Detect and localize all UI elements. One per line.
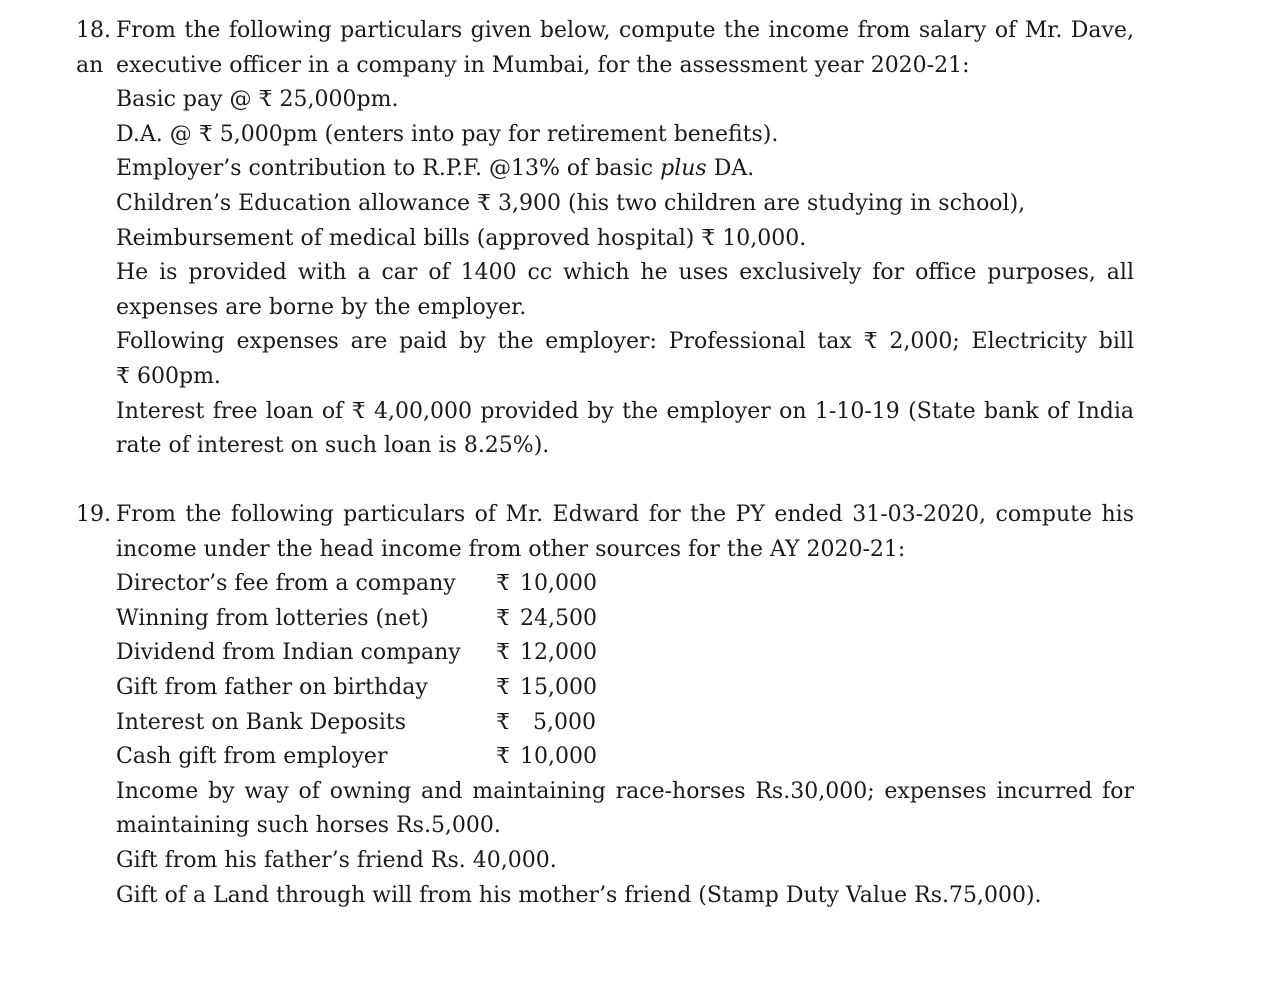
da-line: D.A. @ ₹ 5,000pm (enters into pay for retirement benefits). <box>116 121 779 147</box>
rpf-line: Employer’s contribution to R.P.F. @13% of basic plus DA. <box>116 156 755 182</box>
rupee-symbol: ₹ <box>496 744 510 770</box>
income-items-list <box>116 567 1134 775</box>
rupee-symbol: ₹ <box>496 605 510 631</box>
item-label: Dividend from Indian company <box>116 640 461 666</box>
item-amount: 24,500 <box>520 605 597 631</box>
loan-line-2: rate of interest on such loan is 8.25%). <box>116 433 550 459</box>
list-item <box>116 602 1134 637</box>
car-line-1: He is provided with a car of 1400 cc which he uses exclusively for office purposes, all <box>116 260 1134 286</box>
item-amount: 5,000 <box>533 709 596 735</box>
item-amount: 10,000 <box>520 571 597 597</box>
rupee-symbol: ₹ <box>496 640 510 666</box>
item-label: Gift from father on birthday <box>116 674 428 700</box>
rupee-symbol: ₹ <box>496 571 510 597</box>
item-amount: 10,000 <box>520 744 597 770</box>
race-horses-line-2: maintaining such horses Rs.5,000. <box>116 813 501 839</box>
question-number: 18. <box>76 18 111 43</box>
question-number: 19. <box>76 502 111 527</box>
list-item <box>116 671 1134 706</box>
rupee-symbol: ₹ <box>496 709 510 735</box>
item-amount: 12,000 <box>520 640 597 666</box>
question-18-line-1: 18. From the following particulars given below, compute the income from salary of Mr. Dave, an <box>76 14 1134 49</box>
race-horses-line-1: Income by way of owning and maintaining race-horses Rs.30,000; expenses incurred for <box>116 778 1134 804</box>
car-line-2: expenses are borne by the employer. <box>116 294 527 320</box>
rupee-symbol: ₹ <box>496 674 510 700</box>
basic-pay-line: Basic pay @ ₹ 25,000pm. <box>116 87 399 113</box>
loan-line-1: Interest free loan of ₹ 4,00,000 provided by the employer on 1-10-19 (State bank of India <box>116 398 1134 424</box>
item-label: Winning from lotteries (net) <box>116 605 429 631</box>
question-18 <box>76 14 1134 464</box>
question-19-line-1: 19. From the following particulars of Mr. Edward for the PY ended 31-03-2020, compute his <box>76 498 1134 533</box>
item-label: Director’s fee from a company <box>116 571 456 597</box>
list-item <box>116 706 1134 741</box>
expenses-line-1: Following expenses are paid by the employer: Professional tax ₹ 2,000; Electricity bill <box>116 329 1134 355</box>
gift-land-line: Gift of a Land through will from his mother’s friend (Stamp Duty Value Rs.75,000). <box>116 882 1042 908</box>
item-label: Cash gift from employer <box>116 744 388 770</box>
list-item <box>116 636 1134 671</box>
item-amount: 15,000 <box>520 674 597 700</box>
question-19 <box>76 498 1134 913</box>
expenses-line-2: ₹ 600pm. <box>116 363 221 389</box>
item-label: Interest on Bank Deposits <box>116 709 407 735</box>
list-item <box>116 740 1134 775</box>
medical-reimbursement-line: Reimbursement of medical bills (approved hospital) ₹ 10,000. <box>116 225 807 251</box>
list-item <box>116 567 1134 602</box>
gift-father-friend-line: Gift from his father’s friend Rs. 40,000. <box>116 847 557 873</box>
education-allowance-line: Children’s Education allowance ₹ 3,900 (his two children are studying in school), <box>116 190 1026 216</box>
question-19-line-2: income under the head income from other sources for the AY 2020-21: <box>116 536 906 562</box>
question-18-line-2: executive officer in a company in Mumbai, for the assessment year 2020-21: <box>116 52 970 78</box>
